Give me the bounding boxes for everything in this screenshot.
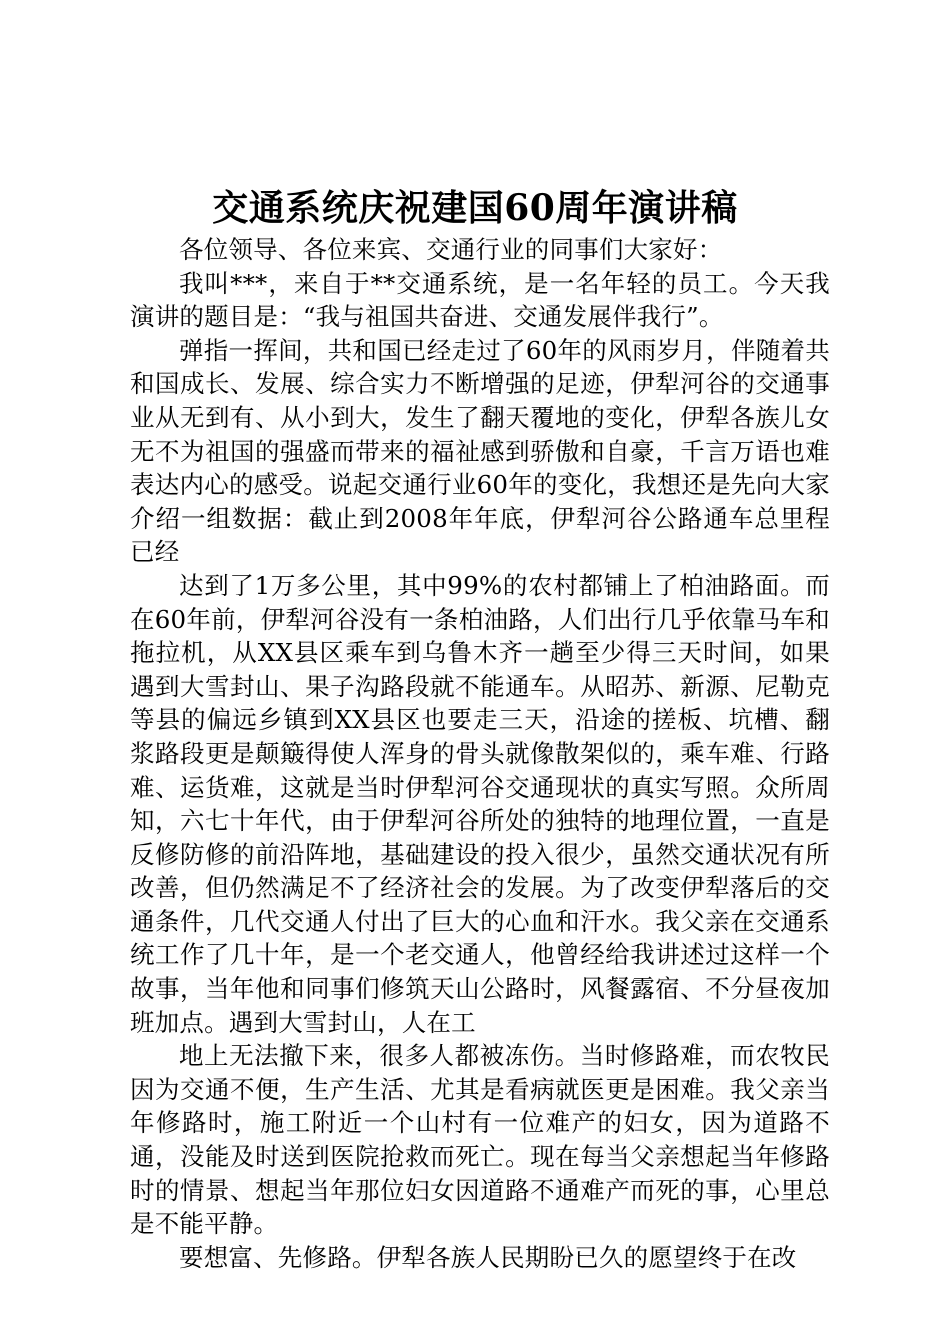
paragraph-introduction: 我叫***，来自于**交通系统，是一名年轻的员工。今天我演讲的题目是：“我与祖国共奋进、交通发展伴我行”。 (130, 268, 830, 332)
paragraph-road-building: 要想富、先修路。伊犁各族人民期盼已久的愿望终于在改 (179, 1242, 797, 1272)
document-title: 交通系统庆祝建国60周年演讲稿 (212, 187, 738, 229)
paragraph-history: 达到了1万多公里，其中99%的农村都铺上了柏油路面。而在60年前，伊犁河谷没有一条柏油路，人们出行几乎依靠马车和拖拉机，从XX县区乘车到乌鲁木齐一趟至少得三天时间，如果遇到大雪封山、果子沟路段就不能通车。从昭苏、新源、尼勒克等县的偏远乡镇到XX县区也要走三天，沿途的搓板、坑槽、翻浆路段更是颠簸得使人浑身的骨头就像散架似的，乘车难、行路难、运货难，这就是当时伊犁河谷交通现状的真实写照。众所周知，六七十年代，由于伊犁河谷所处的独特的地理位置，一直是反修防修的前沿阵地，基础建设的投入很少，虽然交通状况有所改善，但仍然满足不了经济社会的发展。为了改变伊犁落后的交通条件，几代交通人付出了巨大的心血和汗水。我父亲在交通系统工作了几十年，是一个老交通人，他曾经给我讲述过这样一个故事，当年他和同事们修筑天山公路时，风餐露宿、不分昼夜加班加点。遇到大雪封山，人在工 (130, 570, 830, 1037)
paragraph-greeting: 各位领导、各位来宾、交通行业的同事们大家好： (179, 235, 723, 264)
paragraph-sixty-years: 弹指一挥间，共和国已经走过了60年的风雨岁月，伴随着共和国成长、发展、综合实力不断增强的足迹，伊犁河谷的交通事业从无到有、从小到大，发生了翻天覆地的变化，伊犁各族儿女无不为祖国的强盛而带来的福祉感到骄傲和自豪，千言万语也难表达内心的感受。说起交通行业60年的变化，我想还是先向大家介绍一组数据：截止到2008年年底，伊犁河谷公路通车总里程已经 (130, 335, 830, 567)
paragraph-hardship: 地上无法撤下来，很多人都被冻伤。当时修路难，而农牧民因为交通不便，生产生活、尤其是看病就医更是困难。我父亲当年修路时，施工附近一个山村有一位难产的妇女，因为道路不通，没能及时送到医院抢救而死亡。现在每当父亲想起当年修路时的情景、想起当年那位妇女因道路不通难产而死的事，心里总是不能平静。 (130, 1041, 830, 1239)
document-body (130, 233, 830, 1274)
